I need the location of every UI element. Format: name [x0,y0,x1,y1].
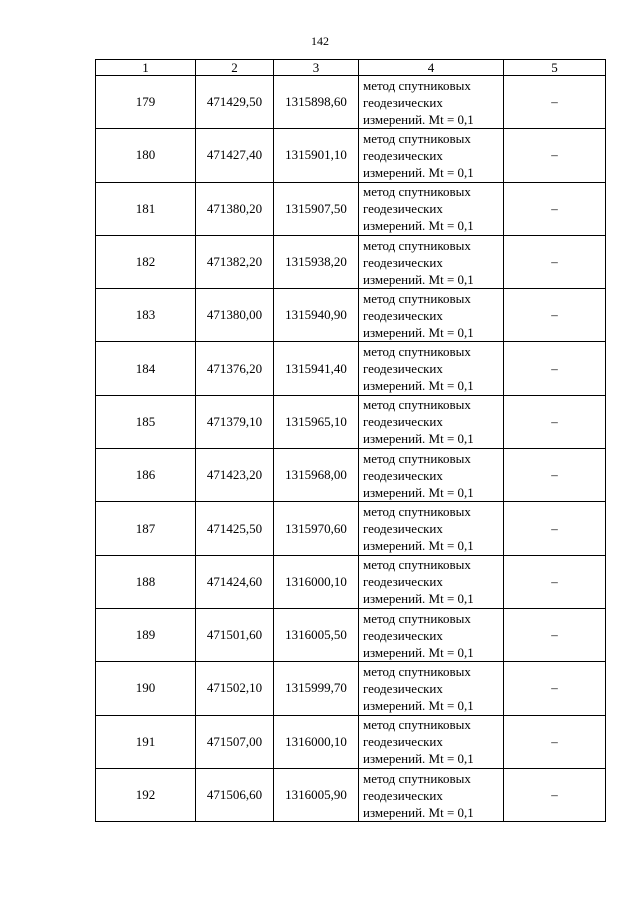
method-line: метод спутниковых [363,717,471,733]
method-line: метод спутниковых [363,77,471,93]
method-cell [359,715,504,768]
x-coordinate-cell: 471376,20 [196,342,274,395]
note-cell: – [504,395,606,448]
note-cell: – [504,715,606,768]
method-line: геодезических [363,627,443,643]
point-number-cell: 179 [96,76,196,129]
y-coordinate-cell: 1316005,50 [274,608,359,661]
table-row [96,662,606,715]
method-line: измерений. Mt = 0,1 [363,378,474,394]
x-coordinate-cell: 471506,60 [196,768,274,821]
table-row [96,449,606,502]
table-row [96,395,606,448]
point-number-cell: 191 [96,715,196,768]
note-cell: – [504,235,606,288]
method-line: геодезических [363,574,443,590]
header-col-5: 5 [504,60,606,76]
method-line: метод спутниковых [363,237,471,253]
table-body [96,76,606,822]
method-cell [359,662,504,715]
method-line: измерений. Mt = 0,1 [363,644,474,660]
method-line: метод спутниковых [363,184,471,200]
method-line: метод спутниковых [363,663,471,679]
method-line: измерений. Mt = 0,1 [363,751,474,767]
method-line: геодезических [363,254,443,270]
point-number-cell: 190 [96,662,196,715]
point-number-cell: 183 [96,289,196,342]
table-row [96,129,606,182]
method-cell [359,182,504,235]
point-number-cell: 187 [96,502,196,555]
point-number-cell: 186 [96,449,196,502]
y-coordinate-cell: 1315970,60 [274,502,359,555]
table-row [96,502,606,555]
method-cell [359,76,504,129]
method-line: метод спутниковых [363,557,471,573]
note-cell: – [504,342,606,395]
method-cell [359,608,504,661]
y-coordinate-cell: 1315999,70 [274,662,359,715]
note-cell: – [504,289,606,342]
point-number-cell: 181 [96,182,196,235]
x-coordinate-cell: 471423,20 [196,449,274,502]
method-line: измерений. Mt = 0,1 [363,538,474,554]
note-cell: – [504,768,606,821]
y-coordinate-cell: 1315901,10 [274,129,359,182]
point-number-cell: 188 [96,555,196,608]
header-col-2: 2 [196,60,274,76]
table-row [96,289,606,342]
coordinates-table [95,59,606,822]
method-cell [359,555,504,608]
method-cell [359,449,504,502]
method-line: геодезических [363,307,443,323]
method-cell [359,289,504,342]
method-line: геодезических [363,147,443,163]
table-row [96,182,606,235]
method-line: метод спутниковых [363,610,471,626]
note-cell: – [504,129,606,182]
method-cell [359,768,504,821]
point-number-cell: 192 [96,768,196,821]
y-coordinate-cell: 1315968,00 [274,449,359,502]
method-cell [359,129,504,182]
table-row [96,555,606,608]
y-coordinate-cell: 1315940,90 [274,289,359,342]
method-line: метод спутниковых [363,344,471,360]
page-number: 142 [311,34,329,48]
point-number-cell: 184 [96,342,196,395]
x-coordinate-cell: 471507,00 [196,715,274,768]
header-row [96,60,606,76]
note-cell: – [504,449,606,502]
table-row [96,768,606,821]
method-line: метод спутниковых [363,397,471,413]
method-line: измерений. Mt = 0,1 [363,591,474,607]
y-coordinate-cell: 1316000,10 [274,555,359,608]
method-line: измерений. Mt = 0,1 [363,484,474,500]
method-line: геодезических [363,201,443,217]
method-line: измерений. Mt = 0,1 [363,804,474,820]
table-header [96,60,606,76]
method-line: геодезических [363,414,443,430]
method-line: геодезических [363,521,443,537]
method-line: геодезических [363,680,443,696]
method-line: измерений. Mt = 0,1 [363,431,474,447]
y-coordinate-cell: 1315938,20 [274,235,359,288]
note-cell: – [504,662,606,715]
y-coordinate-cell: 1315965,10 [274,395,359,448]
table-row [96,342,606,395]
y-coordinate-cell: 1315907,50 [274,182,359,235]
method-line: измерений. Mt = 0,1 [363,111,474,127]
note-cell: – [504,608,606,661]
method-line: измерений. Mt = 0,1 [363,697,474,713]
y-coordinate-cell: 1315941,40 [274,342,359,395]
x-coordinate-cell: 471379,10 [196,395,274,448]
y-coordinate-cell: 1316000,10 [274,715,359,768]
x-coordinate-cell: 471425,50 [196,502,274,555]
method-line: геодезических [363,467,443,483]
point-number-cell: 189 [96,608,196,661]
method-line: метод спутниковых [363,450,471,466]
method-cell [359,235,504,288]
method-line: геодезических [363,787,443,803]
method-line: метод спутниковых [363,504,471,520]
method-cell [359,502,504,555]
method-line: метод спутниковых [363,290,471,306]
header-col-1: 1 [96,60,196,76]
x-coordinate-cell: 471427,40 [196,129,274,182]
method-line: геодезических [363,734,443,750]
x-coordinate-cell: 471502,10 [196,662,274,715]
method-cell [359,395,504,448]
point-number-cell: 182 [96,235,196,288]
method-line: измерений. Mt = 0,1 [363,164,474,180]
method-cell [359,342,504,395]
method-line: геодезических [363,361,443,377]
point-number-cell: 185 [96,395,196,448]
method-line: измерений. Mt = 0,1 [363,324,474,340]
note-cell: – [504,555,606,608]
table-row [96,715,606,768]
header-col-4: 4 [359,60,504,76]
note-cell: – [504,502,606,555]
x-coordinate-cell: 471382,20 [196,235,274,288]
x-coordinate-cell: 471429,50 [196,76,274,129]
x-coordinate-cell: 471380,00 [196,289,274,342]
x-coordinate-cell: 471501,60 [196,608,274,661]
table-row [96,235,606,288]
header-col-3: 3 [274,60,359,76]
method-line: измерений. Mt = 0,1 [363,271,474,287]
table-row [96,608,606,661]
note-cell: – [504,76,606,129]
point-number-cell: 180 [96,129,196,182]
x-coordinate-cell: 471424,60 [196,555,274,608]
method-line: метод спутниковых [363,770,471,786]
y-coordinate-cell: 1316005,90 [274,768,359,821]
note-cell: – [504,182,606,235]
method-line: геодезических [363,94,443,110]
table-row [96,76,606,129]
method-line: метод спутниковых [363,130,471,146]
method-line: измерений. Mt = 0,1 [363,218,474,234]
y-coordinate-cell: 1315898,60 [274,76,359,129]
x-coordinate-cell: 471380,20 [196,182,274,235]
